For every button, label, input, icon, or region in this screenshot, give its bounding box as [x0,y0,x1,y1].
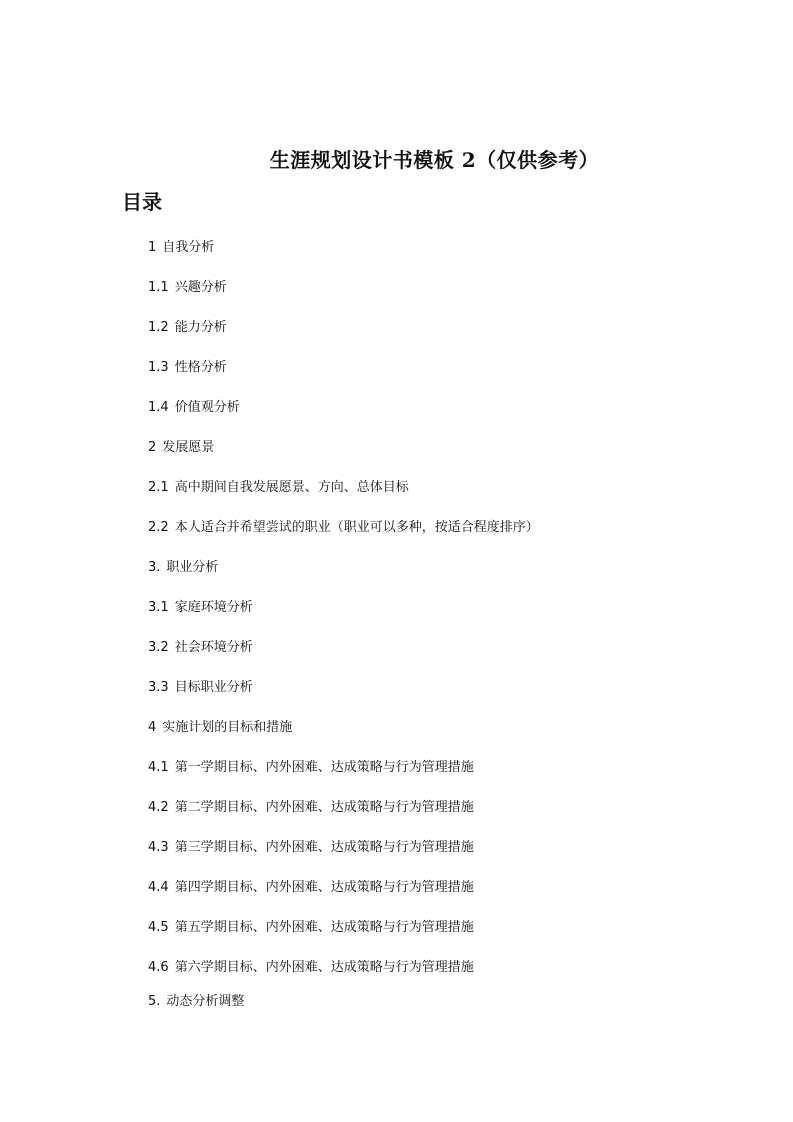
toc-item-label: 社会环境分析 [174,640,253,655]
toc-item-number: 5. [148,994,161,1009]
toc-item-label: 自我分析 [162,240,215,255]
toc-item-label: 高中期间自我发展愿景、方向、总体目标 [174,480,409,495]
toc-item-number: 2.2 [148,520,169,535]
toc-item[interactable] [148,992,244,1012]
toc-item-label: 第四学期目标、内外困难、达成策略与行为管理措施 [174,880,474,895]
toc-item-number: 4.2 [148,800,169,815]
toc-item-number: 3. [148,560,161,575]
document-title: 生涯规划设计书模板 2（仅供参考） [269,148,600,172]
toc-item[interactable] [148,598,253,618]
toc-item[interactable] [148,798,474,818]
toc-item-number: 4 [148,720,157,735]
toc-item-number: 4.1 [148,760,169,775]
toc-item[interactable] [148,718,292,738]
toc-item[interactable] [148,918,474,938]
toc-item-label: 第五学期目标、内外困难、达成策略与行为管理措施 [174,920,474,935]
toc-item[interactable] [148,838,474,858]
toc-item-label: 价值观分析 [174,400,240,415]
toc-item[interactable] [148,238,214,258]
toc-item[interactable] [148,958,474,978]
toc-item-label: 目标职业分析 [174,680,253,695]
toc-item-label: 第三学期目标、内外困难、达成策略与行为管理措施 [174,840,474,855]
toc-item[interactable] [148,518,539,538]
toc-item-label: 本人适合并希望尝试的职业（职业可以多种，按适合程度排序） [174,520,539,535]
toc-item-number: 1.1 [148,280,169,295]
toc-heading: 目录 [122,190,162,214]
toc-item[interactable] [148,358,227,378]
toc-item[interactable] [148,758,474,778]
toc-item-number: 1.4 [148,400,169,415]
toc-item-number: 1.3 [148,360,169,375]
toc-item[interactable] [148,278,227,298]
toc-item-number: 3.3 [148,680,169,695]
toc-item-label: 性格分析 [174,360,227,375]
toc-item-number: 3.1 [148,600,169,615]
toc-item-number: 4.4 [148,880,169,895]
toc-item-number: 2.1 [148,480,169,495]
toc-item[interactable] [148,438,214,458]
toc-item[interactable] [148,318,227,338]
toc-item-label: 能力分析 [174,320,227,335]
toc-item-number: 4.3 [148,840,169,855]
toc-item-number: 3.2 [148,640,169,655]
toc-item-label: 兴趣分析 [174,280,227,295]
toc-item-label: 职业分析 [166,560,219,575]
toc-item-number: 1.2 [148,320,169,335]
toc-item-label: 第六学期目标、内外困难、达成策略与行为管理措施 [174,960,474,975]
toc-item-number: 4.6 [148,960,169,975]
toc-item-number: 1 [148,240,157,255]
toc-item[interactable] [148,878,474,898]
toc-item-label: 家庭环境分析 [174,600,253,615]
toc-item-label: 第一学期目标、内外困难、达成策略与行为管理措施 [174,760,474,775]
toc-item-label: 第二学期目标、内外困难、达成策略与行为管理措施 [174,800,474,815]
toc-item[interactable] [148,398,240,418]
toc-item-label: 发展愿景 [162,440,215,455]
toc-item-number: 2 [148,440,157,455]
toc-item[interactable] [148,558,218,578]
toc-item[interactable] [148,478,409,498]
toc-item[interactable] [148,678,253,698]
toc-item-label: 动态分析调整 [166,994,245,1009]
toc-item[interactable] [148,638,253,658]
toc-item-number: 4.5 [148,920,169,935]
toc-item-label: 实施计划的目标和措施 [162,720,293,735]
